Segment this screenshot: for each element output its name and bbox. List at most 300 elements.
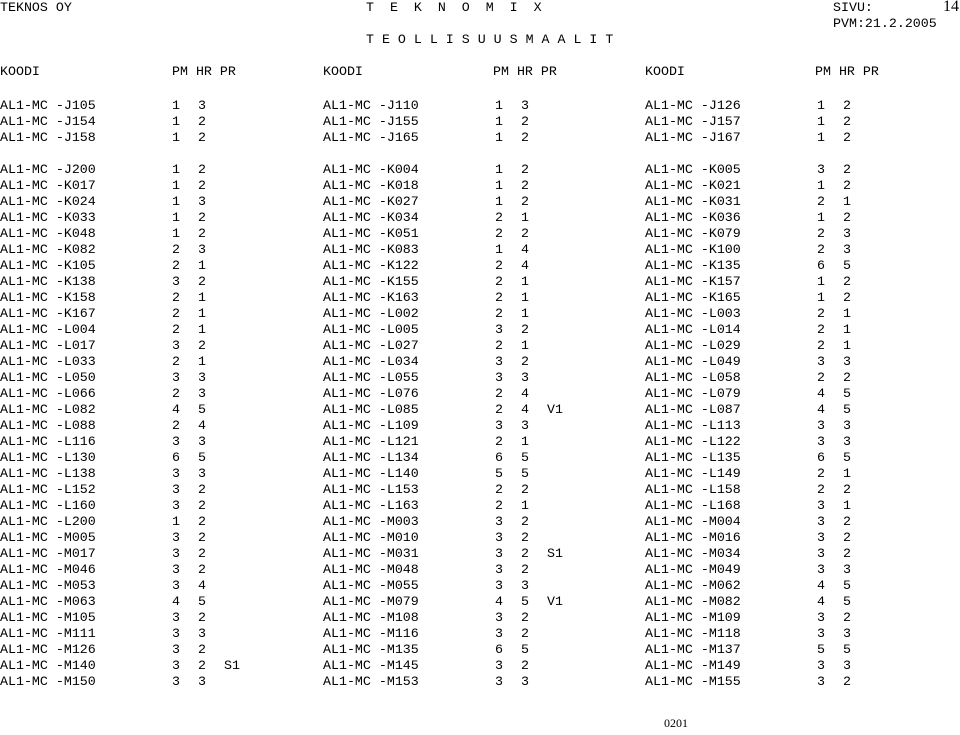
product-code: AL1-MC -K122 — [323, 258, 419, 273]
product-code: AL1-MC -M116 — [323, 626, 419, 641]
product-code: AL1-MC -J126 — [645, 98, 741, 113]
product-code: AL1-MC -L116 — [0, 434, 96, 449]
pm-value: 1 — [817, 290, 825, 305]
hr-value: 3 — [843, 418, 851, 433]
product-code: AL1-MC -J110 — [323, 98, 419, 113]
hr-value: 2 — [521, 354, 529, 369]
product-code: AL1-MC -L138 — [0, 466, 96, 481]
pm-value: 3 — [495, 354, 503, 369]
pm-value: 2 — [817, 226, 825, 241]
hr-value: 1 — [198, 258, 206, 273]
hr-value: 2 — [521, 562, 529, 577]
column-header-code-3: KOODI — [645, 64, 685, 79]
product-code: AL1-MC -M079 — [323, 594, 419, 609]
product-code: AL1-MC -L082 — [0, 402, 96, 417]
table-row — [0, 514, 960, 530]
pm-value: 5 — [817, 642, 825, 657]
pm-value: 1 — [172, 114, 180, 129]
page-label: SIVU: — [833, 0, 873, 15]
pm-value: 2 — [495, 482, 503, 497]
hr-value: 1 — [843, 306, 851, 321]
hr-value: 2 — [198, 226, 206, 241]
product-code: AL1-MC -K017 — [0, 178, 96, 193]
table-row — [0, 370, 960, 386]
hr-value: 2 — [198, 530, 206, 545]
hr-value: 1 — [521, 338, 529, 353]
pm-value: 2 — [495, 274, 503, 289]
pm-value: 2 — [172, 418, 180, 433]
product-code: AL1-MC -M005 — [0, 530, 96, 545]
pm-value: 3 — [172, 274, 180, 289]
table-row — [0, 162, 960, 178]
pm-value: 3 — [172, 530, 180, 545]
hr-value: 3 — [843, 658, 851, 673]
hr-value: 1 — [198, 354, 206, 369]
pm-value: 4 — [817, 594, 825, 609]
product-code: AL1-MC -M017 — [0, 546, 96, 561]
hr-value: 2 — [198, 162, 206, 177]
hr-value: 3 — [843, 242, 851, 257]
table-row — [0, 642, 960, 658]
pm-value: 2 — [495, 386, 503, 401]
product-code: AL1-MC -L149 — [645, 466, 741, 481]
product-code: AL1-MC -M003 — [323, 514, 419, 529]
product-code: AL1-MC -K105 — [0, 258, 96, 273]
product-code: AL1-MC -K082 — [0, 242, 96, 257]
hr-value: 3 — [521, 98, 529, 113]
product-code: AL1-MC -L085 — [323, 402, 419, 417]
column-header-code-2: KOODI — [323, 64, 363, 79]
product-code: AL1-MC -L113 — [645, 418, 741, 433]
product-code: AL1-MC -J158 — [0, 130, 96, 145]
hr-value: 3 — [521, 418, 529, 433]
product-code: AL1-MC -M108 — [323, 610, 419, 625]
hr-value: 3 — [843, 434, 851, 449]
product-code: AL1-MC -L109 — [323, 418, 419, 433]
pm-value: 4 — [172, 594, 180, 609]
hr-value: 3 — [198, 466, 206, 481]
pm-value: 3 — [172, 498, 180, 513]
pm-value: 2 — [495, 306, 503, 321]
product-code: AL1-MC -M105 — [0, 610, 96, 625]
product-code: AL1-MC -L079 — [645, 386, 741, 401]
table-row — [0, 530, 960, 546]
product-code: AL1-MC -K024 — [0, 194, 96, 209]
pm-value: 1 — [817, 178, 825, 193]
hr-value: 3 — [198, 194, 206, 209]
pm-value: 3 — [495, 578, 503, 593]
product-code: AL1-MC -J200 — [0, 162, 96, 177]
pr-value: S1 — [224, 658, 240, 673]
hr-value: 5 — [843, 594, 851, 609]
table-row — [0, 498, 960, 514]
pm-value: 3 — [495, 562, 503, 577]
table-row — [0, 434, 960, 450]
hr-value: 4 — [198, 418, 206, 433]
product-code: AL1-MC -L087 — [645, 402, 741, 417]
hr-value: 2 — [198, 610, 206, 625]
table-row — [0, 658, 960, 674]
hr-value: 2 — [521, 626, 529, 641]
product-code: AL1-MC -K005 — [645, 162, 741, 177]
hr-value: 1 — [198, 290, 206, 305]
table-row — [0, 322, 960, 338]
pm-value: 6 — [172, 450, 180, 465]
product-code: AL1-MC -L029 — [645, 338, 741, 353]
pm-value: 3 — [172, 642, 180, 657]
hr-value: 3 — [198, 242, 206, 257]
pm-value: 4 — [495, 594, 503, 609]
pm-value: 2 — [172, 386, 180, 401]
product-code: AL1-MC -K158 — [0, 290, 96, 305]
hr-value: 2 — [521, 546, 529, 561]
pm-value: 2 — [817, 242, 825, 257]
pm-value: 6 — [495, 450, 503, 465]
product-code: AL1-MC -L017 — [0, 338, 96, 353]
product-code: AL1-MC -K079 — [645, 226, 741, 241]
hr-value: 5 — [843, 258, 851, 273]
hr-value: 2 — [521, 482, 529, 497]
table-row — [0, 194, 960, 210]
pm-value: 2 — [817, 370, 825, 385]
column-header-values-3: PM HR PR — [815, 64, 879, 79]
pm-value: 3 — [172, 370, 180, 385]
hr-value: 1 — [521, 306, 529, 321]
hr-value: 4 — [521, 242, 529, 257]
hr-value: 2 — [521, 114, 529, 129]
pm-value: 2 — [817, 322, 825, 337]
hr-value: 3 — [521, 370, 529, 385]
product-code: AL1-MC -M034 — [645, 546, 741, 561]
product-code: AL1-MC -L168 — [645, 498, 741, 513]
product-code: AL1-MC -L121 — [323, 434, 419, 449]
pm-value: 1 — [495, 242, 503, 257]
pm-value: 3 — [495, 530, 503, 545]
pm-value: 3 — [172, 562, 180, 577]
pm-value: 3 — [817, 514, 825, 529]
table-row — [0, 546, 960, 562]
product-code: AL1-MC -K138 — [0, 274, 96, 289]
product-code: AL1-MC -L049 — [645, 354, 741, 369]
table-row — [0, 274, 960, 290]
pm-value: 3 — [495, 418, 503, 433]
hr-value: 5 — [198, 594, 206, 609]
product-code: AL1-MC -M046 — [0, 562, 96, 577]
table-row — [0, 306, 960, 322]
product-code: AL1-MC -L055 — [323, 370, 419, 385]
product-code: AL1-MC -K033 — [0, 210, 96, 225]
document-subtitle: T E O L L I S U U S M A A L I T — [366, 32, 614, 47]
pm-value: 3 — [495, 370, 503, 385]
table-row — [0, 210, 960, 226]
product-code: AL1-MC -J157 — [645, 114, 741, 129]
pm-value: 3 — [817, 674, 825, 689]
pm-value: 3 — [817, 354, 825, 369]
hr-value: 5 — [521, 450, 529, 465]
product-code: AL1-MC -M049 — [645, 562, 741, 577]
hr-value: 5 — [843, 642, 851, 657]
product-code: AL1-MC -L134 — [323, 450, 419, 465]
product-code: AL1-MC -M062 — [645, 578, 741, 593]
product-code: AL1-MC -L004 — [0, 322, 96, 337]
product-code: AL1-MC -K155 — [323, 274, 419, 289]
pm-value: 1 — [817, 210, 825, 225]
table-row — [0, 178, 960, 194]
product-code: AL1-MC -L130 — [0, 450, 96, 465]
product-code: AL1-MC -L027 — [323, 338, 419, 353]
pm-value: 4 — [817, 578, 825, 593]
product-code: AL1-MC -M004 — [645, 514, 741, 529]
pm-value: 3 — [817, 434, 825, 449]
product-code: AL1-MC -K165 — [645, 290, 741, 305]
product-code: AL1-MC -L088 — [0, 418, 96, 433]
product-code: AL1-MC -M053 — [0, 578, 96, 593]
hr-value: 2 — [843, 290, 851, 305]
pm-value: 4 — [172, 402, 180, 417]
product-code: AL1-MC -K031 — [645, 194, 741, 209]
pm-value: 3 — [817, 626, 825, 641]
pm-value: 3 — [817, 418, 825, 433]
table-row — [0, 354, 960, 370]
hr-value: 2 — [198, 178, 206, 193]
product-code: AL1-MC -K135 — [645, 258, 741, 273]
hr-value: 1 — [521, 434, 529, 449]
pr-value: V1 — [547, 402, 563, 417]
product-code: AL1-MC -M109 — [645, 610, 741, 625]
table-row — [0, 114, 960, 130]
product-code: AL1-MC -L163 — [323, 498, 419, 513]
pm-value: 2 — [495, 402, 503, 417]
pm-value: 3 — [817, 562, 825, 577]
hr-value: 2 — [521, 658, 529, 673]
hr-value: 5 — [521, 466, 529, 481]
hr-value: 2 — [521, 178, 529, 193]
hr-value: 5 — [843, 386, 851, 401]
pm-value: 1 — [817, 130, 825, 145]
pm-value: 1 — [172, 162, 180, 177]
hr-value: 1 — [198, 322, 206, 337]
pm-value: 3 — [172, 610, 180, 625]
pm-value: 1 — [172, 178, 180, 193]
product-code: AL1-MC -L033 — [0, 354, 96, 369]
hr-value: 2 — [198, 642, 206, 657]
product-code: AL1-MC -K018 — [323, 178, 419, 193]
column-header-code-1: KOODI — [0, 64, 40, 79]
hr-value: 2 — [198, 498, 206, 513]
pm-value: 2 — [172, 322, 180, 337]
hr-value: 2 — [843, 178, 851, 193]
hr-value: 3 — [198, 434, 206, 449]
product-code: AL1-MC -M048 — [323, 562, 419, 577]
hr-value: 2 — [843, 114, 851, 129]
product-code: AL1-MC -M031 — [323, 546, 419, 561]
hr-value: 3 — [521, 674, 529, 689]
product-code: AL1-MC -K004 — [323, 162, 419, 177]
hr-value: 2 — [198, 130, 206, 145]
product-code: AL1-MC -M118 — [645, 626, 741, 641]
pm-value: 3 — [172, 658, 180, 673]
product-code: AL1-MC -L050 — [0, 370, 96, 385]
pm-value: 1 — [495, 130, 503, 145]
pm-value: 3 — [495, 658, 503, 673]
product-code: AL1-MC -M140 — [0, 658, 96, 673]
hr-value: 3 — [198, 626, 206, 641]
pm-value: 4 — [817, 386, 825, 401]
hr-value: 2 — [198, 514, 206, 529]
pm-value: 1 — [817, 274, 825, 289]
pm-value: 2 — [495, 226, 503, 241]
pm-value: 6 — [817, 258, 825, 273]
pm-value: 3 — [172, 674, 180, 689]
product-code: AL1-MC -L058 — [645, 370, 741, 385]
pr-value: V1 — [547, 594, 563, 609]
pm-value: 3 — [495, 546, 503, 561]
pm-value: 3 — [817, 162, 825, 177]
table-row — [0, 258, 960, 274]
hr-value: 1 — [843, 194, 851, 209]
pm-value: 1 — [495, 98, 503, 113]
table-row — [0, 578, 960, 594]
table-row — [0, 466, 960, 482]
table-row — [0, 482, 960, 498]
hr-value: 2 — [843, 98, 851, 113]
product-code: AL1-MC -K027 — [323, 194, 419, 209]
product-code: AL1-MC -M055 — [323, 578, 419, 593]
pm-value: 4 — [817, 402, 825, 417]
pm-value: 1 — [172, 226, 180, 241]
pm-value: 2 — [495, 258, 503, 273]
product-code: AL1-MC -K163 — [323, 290, 419, 305]
pm-value: 2 — [172, 354, 180, 369]
pm-value: 1 — [495, 162, 503, 177]
product-code: AL1-MC -K100 — [645, 242, 741, 257]
product-code: AL1-MC -J154 — [0, 114, 96, 129]
hr-value: 1 — [521, 274, 529, 289]
table-row — [0, 418, 960, 434]
column-header-values-1: PM HR PR — [172, 64, 236, 79]
table-row — [0, 98, 960, 114]
table-row — [0, 562, 960, 578]
pm-value: 2 — [817, 194, 825, 209]
table-row — [0, 290, 960, 306]
pm-value: 1 — [495, 114, 503, 129]
hr-value: 3 — [198, 370, 206, 385]
pm-value: 2 — [495, 498, 503, 513]
hr-value: 2 — [198, 546, 206, 561]
pm-value: 1 — [495, 194, 503, 209]
hr-value: 2 — [521, 610, 529, 625]
hr-value: 2 — [843, 610, 851, 625]
product-code: AL1-MC -M149 — [645, 658, 741, 673]
pm-value: 3 — [495, 610, 503, 625]
hr-value: 2 — [843, 514, 851, 529]
pm-value: 3 — [817, 498, 825, 513]
table-row — [0, 386, 960, 402]
product-code: AL1-MC -L135 — [645, 450, 741, 465]
hr-value: 1 — [843, 498, 851, 513]
pm-value: 3 — [495, 514, 503, 529]
hr-value: 1 — [843, 338, 851, 353]
product-code: AL1-MC -L122 — [645, 434, 741, 449]
pm-value: 6 — [495, 642, 503, 657]
hr-value: 2 — [198, 114, 206, 129]
hr-value: 3 — [198, 674, 206, 689]
pm-value: 2 — [172, 306, 180, 321]
hr-value: 2 — [198, 210, 206, 225]
product-code: AL1-MC -K021 — [645, 178, 741, 193]
product-code: AL1-MC -J165 — [323, 130, 419, 145]
pm-value: 6 — [817, 450, 825, 465]
product-code: AL1-MC -L034 — [323, 354, 419, 369]
hr-value: 2 — [198, 482, 206, 497]
pm-value: 1 — [172, 194, 180, 209]
pr-value: S1 — [547, 546, 563, 561]
hr-value: 2 — [843, 530, 851, 545]
product-code: AL1-MC -L003 — [645, 306, 741, 321]
document-title: T E K N O M I X — [366, 0, 542, 15]
hr-value: 4 — [521, 402, 529, 417]
hr-value: 5 — [198, 450, 206, 465]
pm-value: 1 — [172, 98, 180, 113]
hr-value: 2 — [843, 482, 851, 497]
hr-value: 1 — [521, 290, 529, 305]
product-code: AL1-MC -K083 — [323, 242, 419, 257]
pm-value: 3 — [172, 466, 180, 481]
hr-value: 3 — [843, 562, 851, 577]
hr-value: 3 — [843, 226, 851, 241]
hr-value: 2 — [198, 338, 206, 353]
pm-value: 3 — [172, 546, 180, 561]
hr-value: 3 — [843, 626, 851, 641]
table-row — [0, 338, 960, 354]
product-code: AL1-MC -L066 — [0, 386, 96, 401]
hr-value: 2 — [843, 274, 851, 289]
product-code: AL1-MC -L153 — [323, 482, 419, 497]
hr-value: 2 — [843, 370, 851, 385]
hr-value: 2 — [521, 514, 529, 529]
hr-value: 3 — [843, 354, 851, 369]
pm-value: 3 — [817, 546, 825, 561]
table-row — [0, 226, 960, 242]
hr-value: 2 — [521, 530, 529, 545]
product-code: AL1-MC -L140 — [323, 466, 419, 481]
pm-value: 2 — [495, 210, 503, 225]
pm-value: 3 — [495, 322, 503, 337]
pm-value: 2 — [495, 434, 503, 449]
hr-value: 2 — [843, 546, 851, 561]
product-code: AL1-MC -M155 — [645, 674, 741, 689]
hr-value: 2 — [521, 322, 529, 337]
table-row — [0, 450, 960, 466]
product-code: AL1-MC -M063 — [0, 594, 96, 609]
hr-value: 2 — [521, 162, 529, 177]
pm-value: 3 — [172, 434, 180, 449]
product-code: AL1-MC -K157 — [645, 274, 741, 289]
product-code: AL1-MC -M126 — [0, 642, 96, 657]
hr-value: 3 — [198, 386, 206, 401]
product-code: AL1-MC -M150 — [0, 674, 96, 689]
page-number: 14 — [943, 0, 959, 15]
pm-value: 2 — [817, 466, 825, 481]
pm-value: 3 — [817, 530, 825, 545]
pm-value: 2 — [817, 338, 825, 353]
hr-value: 5 — [843, 450, 851, 465]
hr-value: 1 — [843, 466, 851, 481]
hr-value: 1 — [521, 210, 529, 225]
hr-value: 2 — [198, 274, 206, 289]
product-code: AL1-MC -K051 — [323, 226, 419, 241]
hr-value: 2 — [521, 130, 529, 145]
